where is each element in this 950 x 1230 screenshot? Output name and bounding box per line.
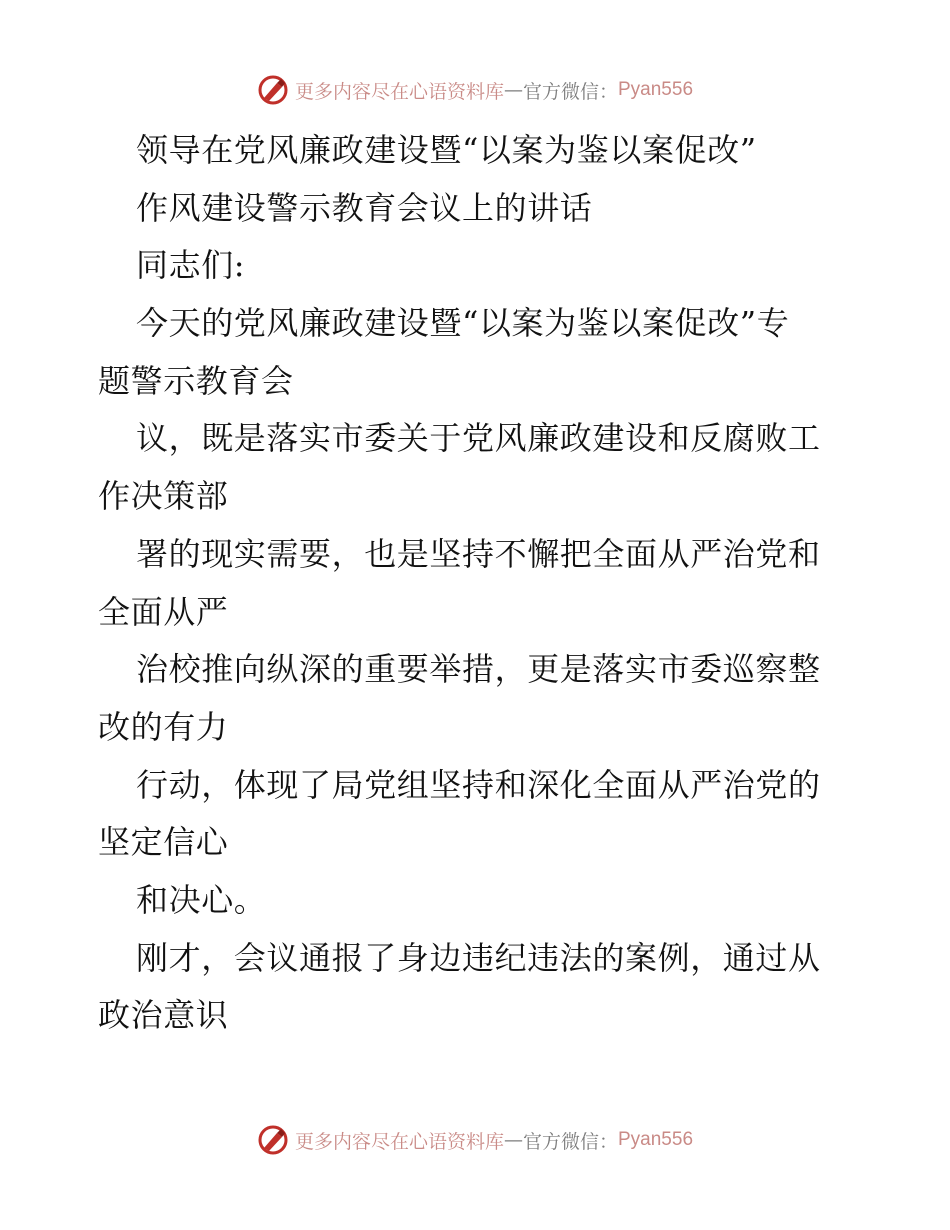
document-line: 坚定信心 bbox=[98, 823, 229, 862]
watermark-dash: — bbox=[503, 1129, 523, 1151]
document-line: 领导在党风廉政建设暨“以案为鉴以案促改” bbox=[136, 131, 757, 169]
watermark-wechat-label: 官方微信： bbox=[522, 80, 618, 103]
document-line: 改的有力 bbox=[98, 707, 229, 746]
document-line: 同志们: bbox=[136, 246, 246, 285]
document-line: 政治意识 bbox=[98, 996, 229, 1035]
watermark-dash: — bbox=[503, 79, 523, 101]
document-line: 刚才，会议通报了身边违纪违法的案例，通过从 bbox=[136, 938, 821, 977]
watermark-text: 更多内容尽在心语资料库 bbox=[294, 1130, 504, 1153]
document-line: 和决心。 bbox=[136, 880, 267, 919]
document-line: 议，既是落实市委关于党风廉政建设和反腐败工 bbox=[136, 419, 821, 458]
document-line: 行动，体现了局党组坚持和深化全面从严治党的 bbox=[136, 765, 821, 804]
watermark-wechat-label: 官方微信： bbox=[522, 1130, 618, 1153]
document-line: 署的现实需要，也是坚持不懈把全面从严治党和 bbox=[136, 534, 821, 573]
document-line: 治校推向纵深的重要举措，更是落实市委巡察整 bbox=[136, 650, 821, 689]
watermark-wechat-id: Pyan556 bbox=[618, 1129, 694, 1150]
document-line: 作风建设警示教育会议上的讲话 bbox=[136, 188, 593, 227]
pen-logo-icon bbox=[257, 74, 289, 106]
header-watermark bbox=[0, 70, 950, 110]
document-line: 今天的党风廉政建设暨“以案为鉴以案促改”专 bbox=[136, 304, 790, 343]
watermark-wechat-id: Pyan556 bbox=[618, 79, 694, 100]
document-line: 作决策部 bbox=[98, 477, 229, 516]
document-line: 全面从严 bbox=[98, 592, 229, 631]
footer-watermark bbox=[0, 1120, 950, 1160]
watermark-text: 更多内容尽在心语资料库 bbox=[294, 80, 504, 103]
document-body bbox=[98, 122, 858, 1045]
pen-logo-icon bbox=[257, 1124, 289, 1156]
document-line: 题警示教育会 bbox=[98, 361, 294, 400]
